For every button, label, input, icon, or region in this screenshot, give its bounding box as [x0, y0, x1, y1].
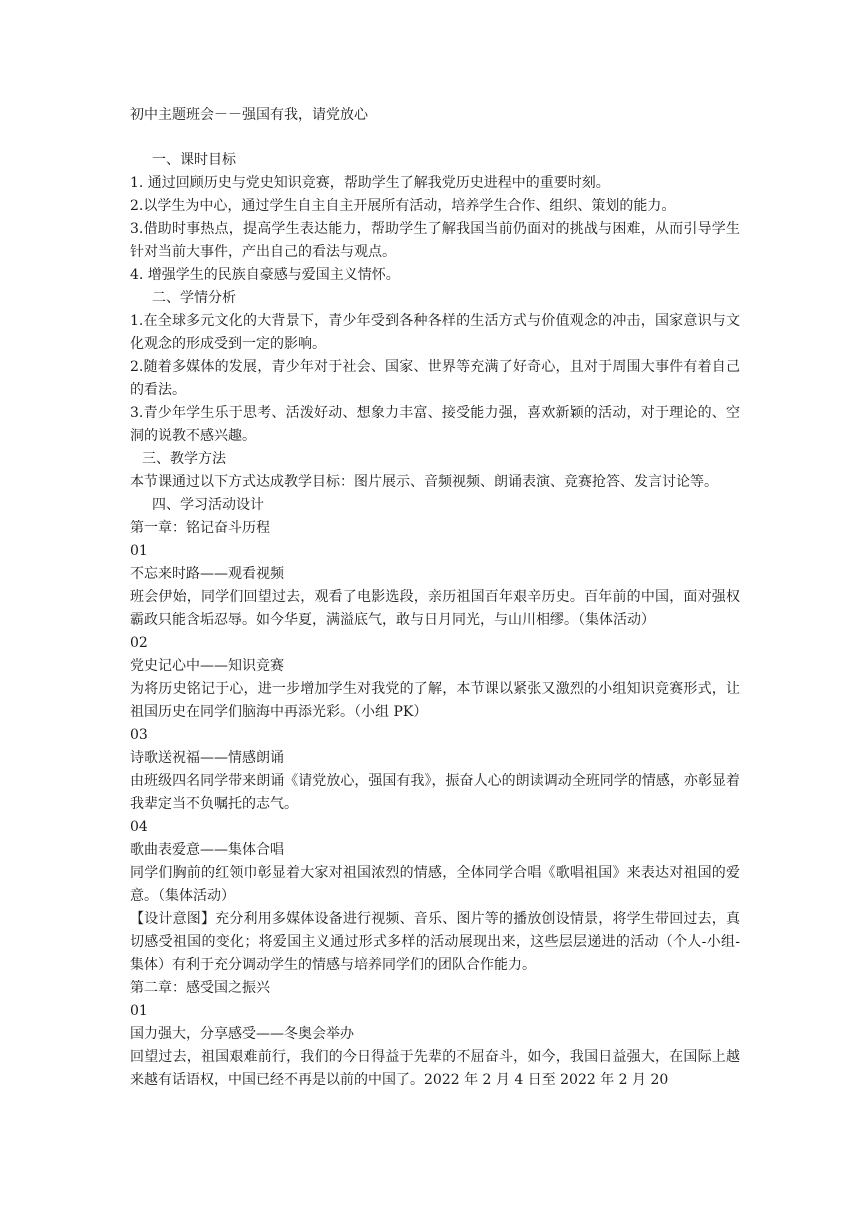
paragraph: 04	[130, 819, 148, 835]
paragraph: 国力强大，分享感受——冬奥会举办	[130, 1026, 354, 1042]
paragraph: 诗歌送祝福——情感朗诵	[130, 750, 284, 766]
paragraph: 同学们胸前的红领巾彰显着大家对祖国浓烈的情感，全体同学合唱《歌唱祖国》来表达对祖国的爱意。（集体活动）	[130, 865, 740, 904]
paragraph: 3.借助时事热点，提高学生表达能力，帮助学生了解我国当前仍面对的挑战与困难，从而引导学生针对当前大事件，产出自己的看法与观点。	[130, 221, 740, 260]
paragraph: 二、学情分析	[152, 290, 236, 306]
paragraph: 本节课通过以下方式达成教学目标：图片展示、音频视频、朗诵表演、竞赛抢答、发言讨论等。	[130, 474, 718, 490]
paragraph: 01	[130, 1003, 148, 1019]
document-title: 初中主题班会－－强国有我，请党放心	[130, 107, 368, 123]
paragraph: 四、学习活动设计	[152, 497, 264, 513]
paragraph: 1.在全球多元文化的大背景下，青少年受到各种各样的生活方式与价值观念的冲击，国家意识与文化观念的形成受到一定的影响。	[130, 313, 740, 352]
paragraph: 02	[130, 635, 148, 651]
paragraph: 第二章：感受国之振兴	[130, 980, 270, 996]
paragraph: 由班级四名同学带来朗诵《请党放心，强国有我》，振奋人心的朗读调动全班同学的情感，亦彰显着我辈定当不负嘱托的志气。	[130, 773, 740, 812]
paragraph: 不忘来时路——观看视频	[130, 566, 284, 582]
paragraph: 为将历史铭记于心，进一步增加学生对我党的了解，本节课以紧张又激烈的小组知识竞赛形式，让祖国历史在同学们脑海中再添光彩。（小组 PK）	[130, 681, 740, 720]
paragraph: 第一章：铭记奋斗历程	[130, 520, 270, 536]
document-body	[130, 149, 740, 1092]
paragraph: 03	[130, 727, 148, 743]
paragraph: 党史记心中——知识竞赛	[130, 658, 284, 674]
paragraph: 歌曲表爱意——集体合唱	[130, 842, 284, 858]
paragraph: 4. 增强学生的民族自豪感与爱国主义情怀。	[130, 267, 400, 283]
paragraph: 3.青少年学生乐于思考、活泼好动、想象力丰富、接受能力强，喜欢新颖的活动，对于理论的、空洞的说教不感兴趣。	[130, 405, 740, 444]
paragraph: 一、课时目标	[152, 152, 236, 168]
paragraph: 2.以学生为中心，通过学生自主自主开展所有活动，培养学生合作、组织、策划的能力。	[130, 198, 676, 214]
paragraph: 三、教学方法	[142, 451, 226, 467]
paragraph: 2.随着多媒体的发展，青少年对于社会、国家、世界等充满了好奇心，且对于周围大事件有着自己的看法。	[130, 359, 740, 398]
paragraph: 回望过去，祖国艰难前行，我们的今日得益于先辈的不屈奋斗，如今，我国日益强大，在国际上越来越有话语权，中国已经不再是以前的中国了。2022 年 2 月 4 日至 2022 年 2 月 20	[130, 1049, 740, 1088]
paragraph: 01	[130, 543, 148, 559]
paragraph: 1. 通过回顾历史与党史知识竞赛，帮助学生了解我党历史进程中的重要时刻。	[130, 175, 610, 191]
paragraph: 班会伊始，同学们回望过去，观看了电影选段，亲历祖国百年艰辛历史。百年前的中国，面对强权霸政只能含垢忍辱。如今华夏，满溢底气，敢与日月同光，与山川相缪。（集体活动）	[130, 589, 740, 628]
paragraph: 【设计意图】充分利用多媒体设备进行视频、音乐、图片等的播放创设情景，将学生带回过去，真切感受祖国的变化；将爱国主义通过形式多样的活动展现出来，这些层层递进的活动（个人-小组-集体）有利于充分调动学生的情感与培养同学们的团队合作能力。	[130, 911, 740, 973]
